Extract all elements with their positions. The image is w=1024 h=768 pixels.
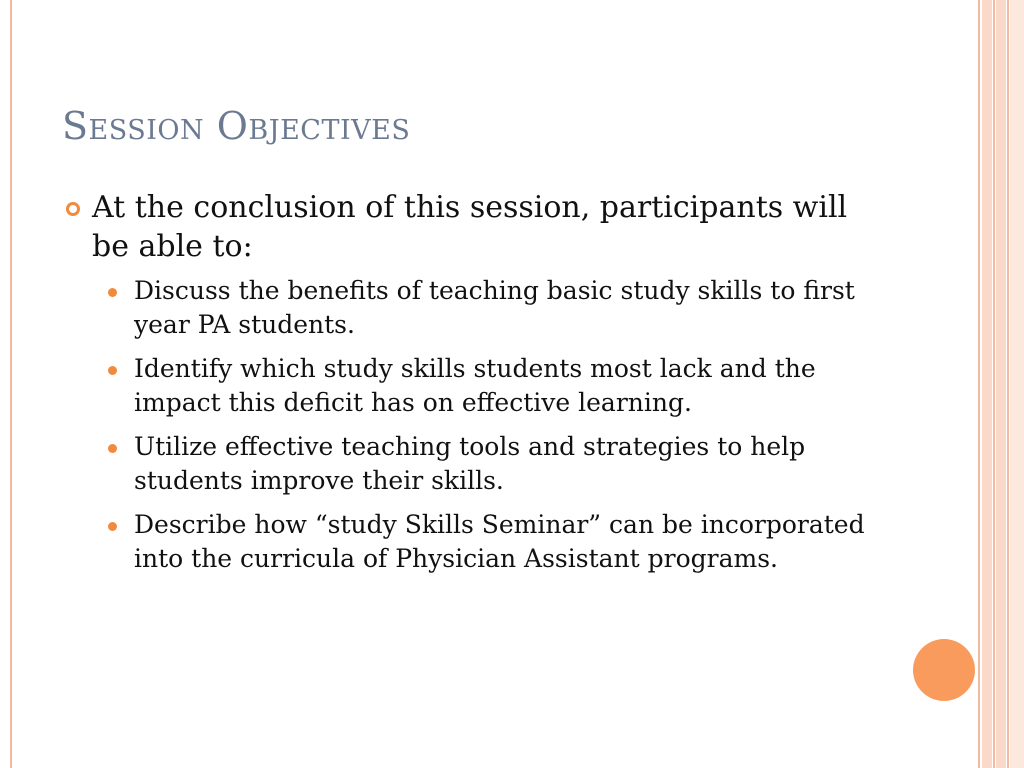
left-border-line bbox=[10, 0, 12, 768]
decorative-circle bbox=[913, 639, 975, 701]
objective-text: Identify which study skills students most lack and the impact this deficit has on effective learning. bbox=[134, 354, 816, 417]
dot-bullet-icon bbox=[108, 366, 117, 375]
objective-item bbox=[60, 508, 890, 576]
slide-title: Session Objectives bbox=[62, 104, 411, 148]
objective-item bbox=[60, 274, 890, 342]
stripe bbox=[996, 0, 1006, 768]
slide-content bbox=[60, 188, 890, 586]
objective-text: Discuss the benefits of teaching basic study skills to first year PA students. bbox=[134, 276, 855, 339]
intro-bullet bbox=[60, 188, 890, 266]
intro-text: At the conclusion of this session, participants will be able to: bbox=[92, 190, 848, 264]
objective-text: Utilize effective teaching tools and strategies to help students improve their skills. bbox=[134, 432, 806, 495]
objective-item bbox=[60, 352, 890, 420]
stripe bbox=[1007, 0, 1009, 768]
stripe bbox=[1010, 0, 1024, 768]
dot-bullet-icon bbox=[108, 288, 117, 297]
dot-bullet-icon bbox=[108, 444, 117, 453]
stripe bbox=[978, 0, 980, 768]
objectives-list bbox=[60, 274, 890, 576]
stripe bbox=[982, 0, 992, 768]
objective-text: Describe how “study Skills Seminar” can be incorporated into the curricula of Physician Assistant programs. bbox=[134, 510, 865, 573]
stripe bbox=[993, 0, 995, 768]
objective-item bbox=[60, 430, 890, 498]
right-stripes bbox=[978, 0, 1024, 768]
dot-bullet-icon bbox=[108, 522, 117, 531]
ring-bullet-icon bbox=[66, 202, 80, 216]
